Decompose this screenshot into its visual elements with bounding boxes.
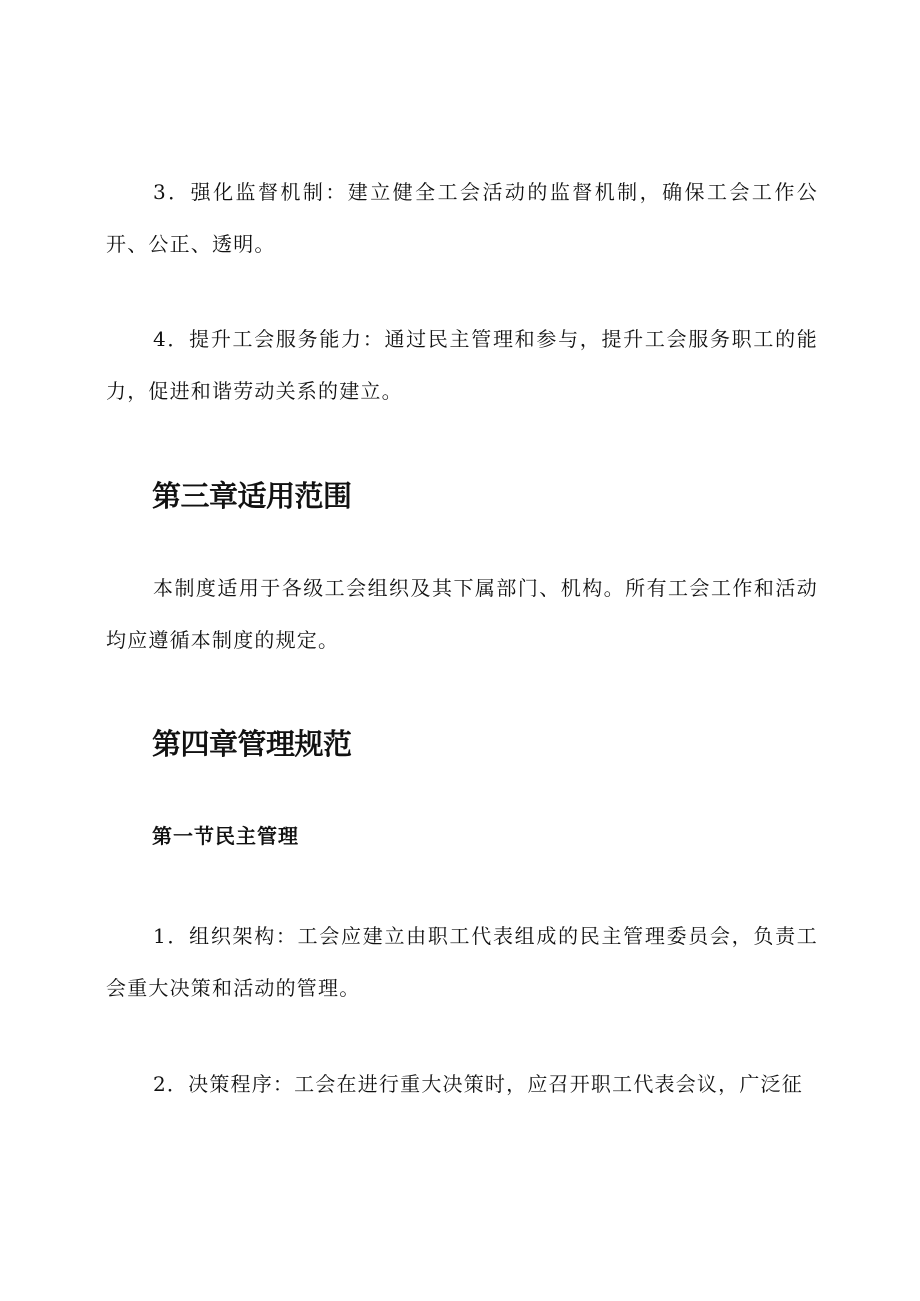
section-1-item-1: 1．组织架构：工会应建立由职工代表组成的民主管理委员会，负责工会重大决策和活动的管理。: [106, 924, 818, 1000]
chapter-4-heading: 第四章管理规范: [152, 727, 352, 761]
goal-item-3: 3．强化监督机制：建立健全工会活动的监督机制，确保工会工作公开、公正、透明。: [106, 180, 818, 256]
section-1-item-2: 2．决策程序：工会在进行重大决策时，应召开职工代表会议，广泛征: [153, 1072, 803, 1096]
chapter-3-heading: 第三章适用范围: [152, 479, 352, 513]
section-1-heading: 第一节民主管理: [152, 824, 299, 848]
goal-item-4: 4．提升工会服务能力：通过民主管理和参与，提升工会服务职工的能力，促进和谐劳动关系的建立。: [106, 327, 818, 403]
scope-paragraph: 本制度适用于各级工会组织及其下属部门、机构。所有工会工作和活动均应遵循本制度的规定。: [106, 576, 818, 652]
